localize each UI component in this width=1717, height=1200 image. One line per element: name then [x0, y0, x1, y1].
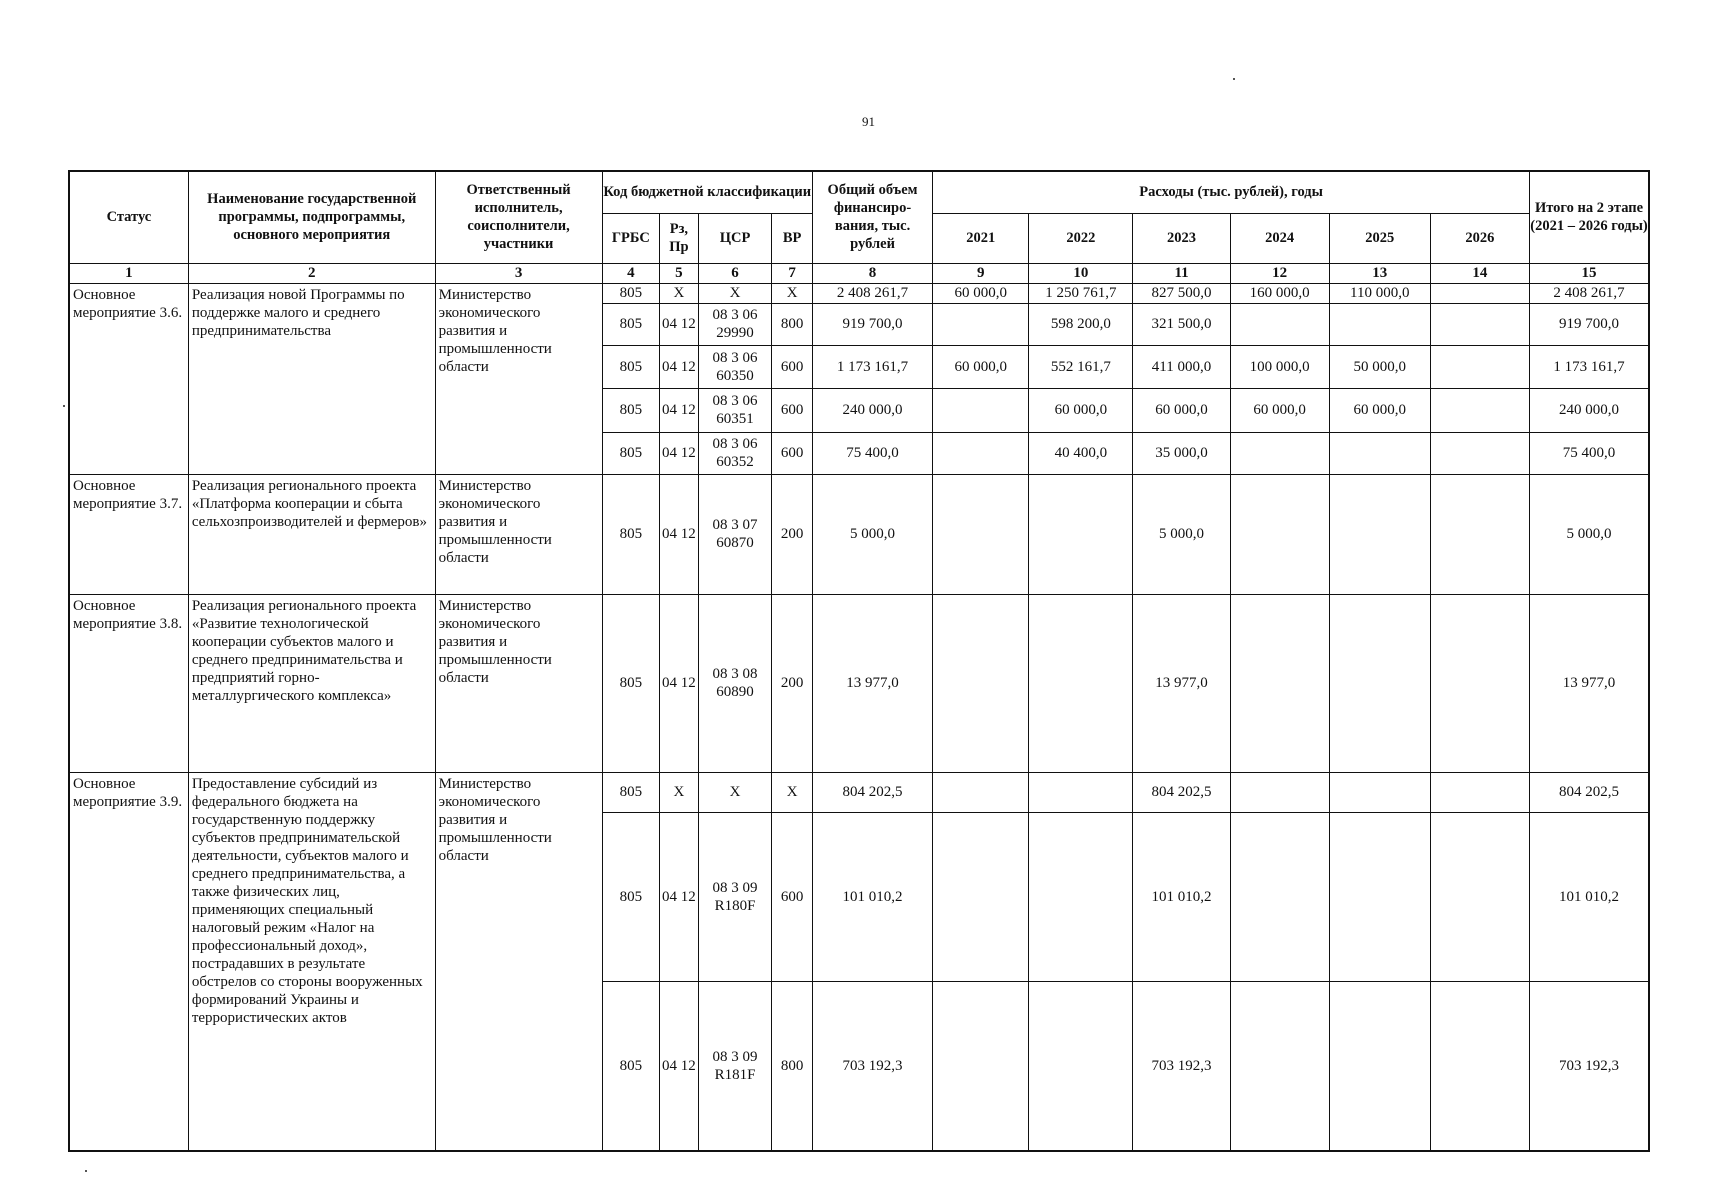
stage-total-cell: 13 977,0 — [1530, 594, 1649, 772]
budget-table — [68, 170, 1650, 1152]
status-cell: Основное мероприятие 3.9. — [69, 772, 188, 1151]
vr-cell: 600 — [772, 432, 812, 474]
stage-total-cell: 75 400,0 — [1530, 432, 1649, 474]
column-number: 3 — [435, 263, 602, 283]
year-2021-cell — [933, 303, 1029, 345]
rz-pr-cell: 04 12 — [660, 303, 698, 345]
vr-cell: 200 — [772, 594, 812, 772]
total-volume-cell: 703 192,3 — [812, 982, 932, 1151]
table-row — [69, 772, 1649, 812]
grbs-cell: 805 — [602, 432, 660, 474]
status-cell: Основное мероприятие 3.8. — [69, 594, 188, 772]
column-number: 8 — [812, 263, 932, 283]
csr-cell: X — [698, 283, 772, 303]
year-2021-cell — [933, 772, 1029, 812]
total-volume-cell: 240 000,0 — [812, 389, 932, 432]
header-year: 2023 — [1133, 213, 1230, 263]
name-cell: Реализация регионального проекта «Платформа кооперации и сбыта сельхозпроизводителей и фермеров» — [188, 474, 435, 594]
header-budget-code: Код бюджетной классификации — [602, 171, 812, 213]
year-2026-cell — [1430, 345, 1529, 388]
year-2024-cell — [1230, 432, 1329, 474]
year-2024-cell — [1230, 303, 1329, 345]
grbs-cell: 805 — [602, 303, 660, 345]
name-cell: Предоставление субсидий из федерального бюджета на государственную поддержку субъектов предпринимательской деятельности, субъектов малого и среднего предпринимательства, а также физических лиц, применяющих специальный налоговый режим «Налог на профессиональный доход», пострадавших в результате обстрелов со стороны вооруженных формирований Украины и террористических актов — [188, 772, 435, 1151]
status-cell: Основное мероприятие 3.6. — [69, 283, 188, 474]
grbs-cell: 805 — [602, 982, 660, 1151]
year-2024-cell: 100 000,0 — [1230, 345, 1329, 388]
year-2024-cell: 60 000,0 — [1230, 389, 1329, 432]
year-2024-cell — [1230, 594, 1329, 772]
year-2025-cell — [1329, 432, 1430, 474]
vr-cell: 600 — [772, 389, 812, 432]
year-2025-cell — [1329, 303, 1430, 345]
total-volume-cell: 5 000,0 — [812, 474, 932, 594]
year-2021-cell — [933, 474, 1029, 594]
responsible-cell: Министерство экономического развития и промышленности области — [435, 594, 602, 772]
vr-cell: 800 — [772, 303, 812, 345]
grbs-cell: 805 — [602, 389, 660, 432]
csr-cell: 08 3 09 R180F — [698, 813, 772, 982]
header-grbs: ГРБС — [602, 213, 660, 263]
year-2021-cell: 60 000,0 — [933, 283, 1029, 303]
header-year: 2025 — [1329, 213, 1430, 263]
vr-cell: X — [772, 772, 812, 812]
year-2022-cell: 598 200,0 — [1029, 303, 1133, 345]
year-2021-cell — [933, 389, 1029, 432]
rz-pr-cell: 04 12 — [660, 594, 698, 772]
year-2023-cell: 35 000,0 — [1133, 432, 1230, 474]
table-row — [69, 283, 1649, 303]
header-year: 2022 — [1029, 213, 1133, 263]
vr-cell: 800 — [772, 982, 812, 1151]
year-2022-cell: 1 250 761,7 — [1029, 283, 1133, 303]
total-volume-cell: 919 700,0 — [812, 303, 932, 345]
header-total-volume: Общий объем финансиро-вания, тыс. рублей — [812, 171, 932, 263]
csr-cell: 08 3 06 60351 — [698, 389, 772, 432]
name-cell: Реализация регионального проекта «Развитие технологической кооперации субъектов малого и среднего предпринимательства и предприятий горно-металлургического комплекса» — [188, 594, 435, 772]
column-number-row — [69, 263, 1649, 283]
table-row — [69, 474, 1649, 594]
year-2023-cell: 13 977,0 — [1133, 594, 1230, 772]
csr-cell: 08 3 09 R181F — [698, 982, 772, 1151]
rz-pr-cell: 04 12 — [660, 345, 698, 388]
year-2022-cell — [1029, 772, 1133, 812]
year-2025-cell: 110 000,0 — [1329, 283, 1430, 303]
header-stage-total: Итого на 2 этапе (2021 – 2026 годы) — [1530, 171, 1649, 263]
year-2025-cell — [1329, 474, 1430, 594]
grbs-cell: 805 — [602, 345, 660, 388]
year-2023-cell: 827 500,0 — [1133, 283, 1230, 303]
total-volume-cell: 13 977,0 — [812, 594, 932, 772]
column-number: 10 — [1029, 263, 1133, 283]
year-2024-cell — [1230, 982, 1329, 1151]
scan-speck — [63, 405, 65, 407]
csr-cell: 08 3 06 29990 — [698, 303, 772, 345]
year-2022-cell: 60 000,0 — [1029, 389, 1133, 432]
header-year: 2021 — [933, 213, 1029, 263]
year-2024-cell — [1230, 474, 1329, 594]
year-2021-cell — [933, 432, 1029, 474]
year-2026-cell — [1430, 389, 1529, 432]
status-cell: Основное мероприятие 3.7. — [69, 474, 188, 594]
year-2024-cell — [1230, 772, 1329, 812]
year-2022-cell: 40 400,0 — [1029, 432, 1133, 474]
year-2021-cell — [933, 982, 1029, 1151]
csr-cell: 08 3 06 60352 — [698, 432, 772, 474]
responsible-cell: Министерство экономического развития и промышленности области — [435, 283, 602, 474]
year-2025-cell — [1329, 594, 1430, 772]
header-name: Наименование государственной программы, подпрограммы, основного мероприятия — [188, 171, 435, 263]
year-2025-cell: 60 000,0 — [1329, 389, 1430, 432]
column-number: 13 — [1329, 263, 1430, 283]
grbs-cell: 805 — [602, 474, 660, 594]
stage-total-cell: 703 192,3 — [1530, 982, 1649, 1151]
year-2022-cell — [1029, 813, 1133, 982]
grbs-cell: 805 — [602, 283, 660, 303]
year-2022-cell — [1029, 474, 1133, 594]
csr-cell: X — [698, 772, 772, 812]
rz-pr-cell: 04 12 — [660, 813, 698, 982]
column-number: 6 — [698, 263, 772, 283]
total-volume-cell: 2 408 261,7 — [812, 283, 932, 303]
total-volume-cell: 75 400,0 — [812, 432, 932, 474]
header-year: 2024 — [1230, 213, 1329, 263]
column-number: 15 — [1530, 263, 1649, 283]
scan-speck — [1233, 78, 1235, 80]
rz-pr-cell: X — [660, 283, 698, 303]
header-year: 2026 — [1430, 213, 1529, 263]
year-2022-cell: 552 161,7 — [1029, 345, 1133, 388]
csr-cell: 08 3 08 60890 — [698, 594, 772, 772]
vr-cell: X — [772, 283, 812, 303]
year-2026-cell — [1430, 283, 1529, 303]
year-2025-cell: 50 000,0 — [1329, 345, 1430, 388]
year-2023-cell: 321 500,0 — [1133, 303, 1230, 345]
stage-total-cell: 2 408 261,7 — [1530, 283, 1649, 303]
rz-pr-cell: 04 12 — [660, 432, 698, 474]
table-row — [69, 594, 1649, 772]
year-2023-cell: 101 010,2 — [1133, 813, 1230, 982]
responsible-cell: Министерство экономического развития и промышленности области — [435, 474, 602, 594]
header-responsible: Ответственный исполнитель, соисполнители, участники — [435, 171, 602, 263]
year-2021-cell — [933, 594, 1029, 772]
year-2026-cell — [1430, 982, 1529, 1151]
year-2025-cell — [1329, 772, 1430, 812]
header-status: Статус — [69, 171, 188, 263]
year-2026-cell — [1430, 813, 1529, 982]
vr-cell: 600 — [772, 345, 812, 388]
page-number: 91 — [862, 114, 875, 129]
csr-cell: 08 3 06 60350 — [698, 345, 772, 388]
year-2021-cell: 60 000,0 — [933, 345, 1029, 388]
grbs-cell: 805 — [602, 772, 660, 812]
rz-pr-cell: 04 12 — [660, 389, 698, 432]
column-number: 9 — [933, 263, 1029, 283]
vr-cell: 200 — [772, 474, 812, 594]
year-2025-cell — [1329, 813, 1430, 982]
vr-cell: 600 — [772, 813, 812, 982]
responsible-cell: Министерство экономического развития и промышленности области — [435, 772, 602, 1151]
header-vr: ВР — [772, 213, 812, 263]
stage-total-cell: 804 202,5 — [1530, 772, 1649, 812]
year-2023-cell: 804 202,5 — [1133, 772, 1230, 812]
rz-pr-cell: 04 12 — [660, 474, 698, 594]
stage-total-cell: 919 700,0 — [1530, 303, 1649, 345]
year-2024-cell — [1230, 813, 1329, 982]
year-2026-cell — [1430, 432, 1529, 474]
stage-total-cell: 5 000,0 — [1530, 474, 1649, 594]
scan-speck — [85, 1170, 87, 1172]
year-2026-cell — [1430, 474, 1529, 594]
total-volume-cell: 804 202,5 — [812, 772, 932, 812]
name-cell: Реализация новой Программы по поддержке малого и среднего предпринимательства — [188, 283, 435, 474]
csr-cell: 08 3 07 60870 — [698, 474, 772, 594]
total-volume-cell: 1 173 161,7 — [812, 345, 932, 388]
year-2023-cell: 5 000,0 — [1133, 474, 1230, 594]
year-2026-cell — [1430, 772, 1529, 812]
year-2023-cell: 60 000,0 — [1133, 389, 1230, 432]
stage-total-cell: 101 010,2 — [1530, 813, 1649, 982]
grbs-cell: 805 — [602, 594, 660, 772]
column-number: 11 — [1133, 263, 1230, 283]
year-2026-cell — [1430, 303, 1529, 345]
year-2025-cell — [1329, 982, 1430, 1151]
column-number: 2 — [188, 263, 435, 283]
year-2024-cell: 160 000,0 — [1230, 283, 1329, 303]
column-number: 12 — [1230, 263, 1329, 283]
year-2026-cell — [1430, 594, 1529, 772]
stage-total-cell: 1 173 161,7 — [1530, 345, 1649, 388]
year-2023-cell: 703 192,3 — [1133, 982, 1230, 1151]
year-2022-cell — [1029, 594, 1133, 772]
column-number: 4 — [602, 263, 660, 283]
grbs-cell: 805 — [602, 813, 660, 982]
rz-pr-cell: 04 12 — [660, 982, 698, 1151]
rz-pr-cell: X — [660, 772, 698, 812]
header-rz-pr: Рз, Пр — [660, 213, 698, 263]
year-2022-cell — [1029, 982, 1133, 1151]
year-2021-cell — [933, 813, 1029, 982]
header-expenses: Расходы (тыс. рублей), годы — [933, 171, 1530, 213]
column-number: 1 — [69, 263, 188, 283]
stage-total-cell: 240 000,0 — [1530, 389, 1649, 432]
total-volume-cell: 101 010,2 — [812, 813, 932, 982]
header-csr: ЦСР — [698, 213, 772, 263]
year-2023-cell: 411 000,0 — [1133, 345, 1230, 388]
column-number: 7 — [772, 263, 812, 283]
column-number: 5 — [660, 263, 698, 283]
column-number: 14 — [1430, 263, 1529, 283]
